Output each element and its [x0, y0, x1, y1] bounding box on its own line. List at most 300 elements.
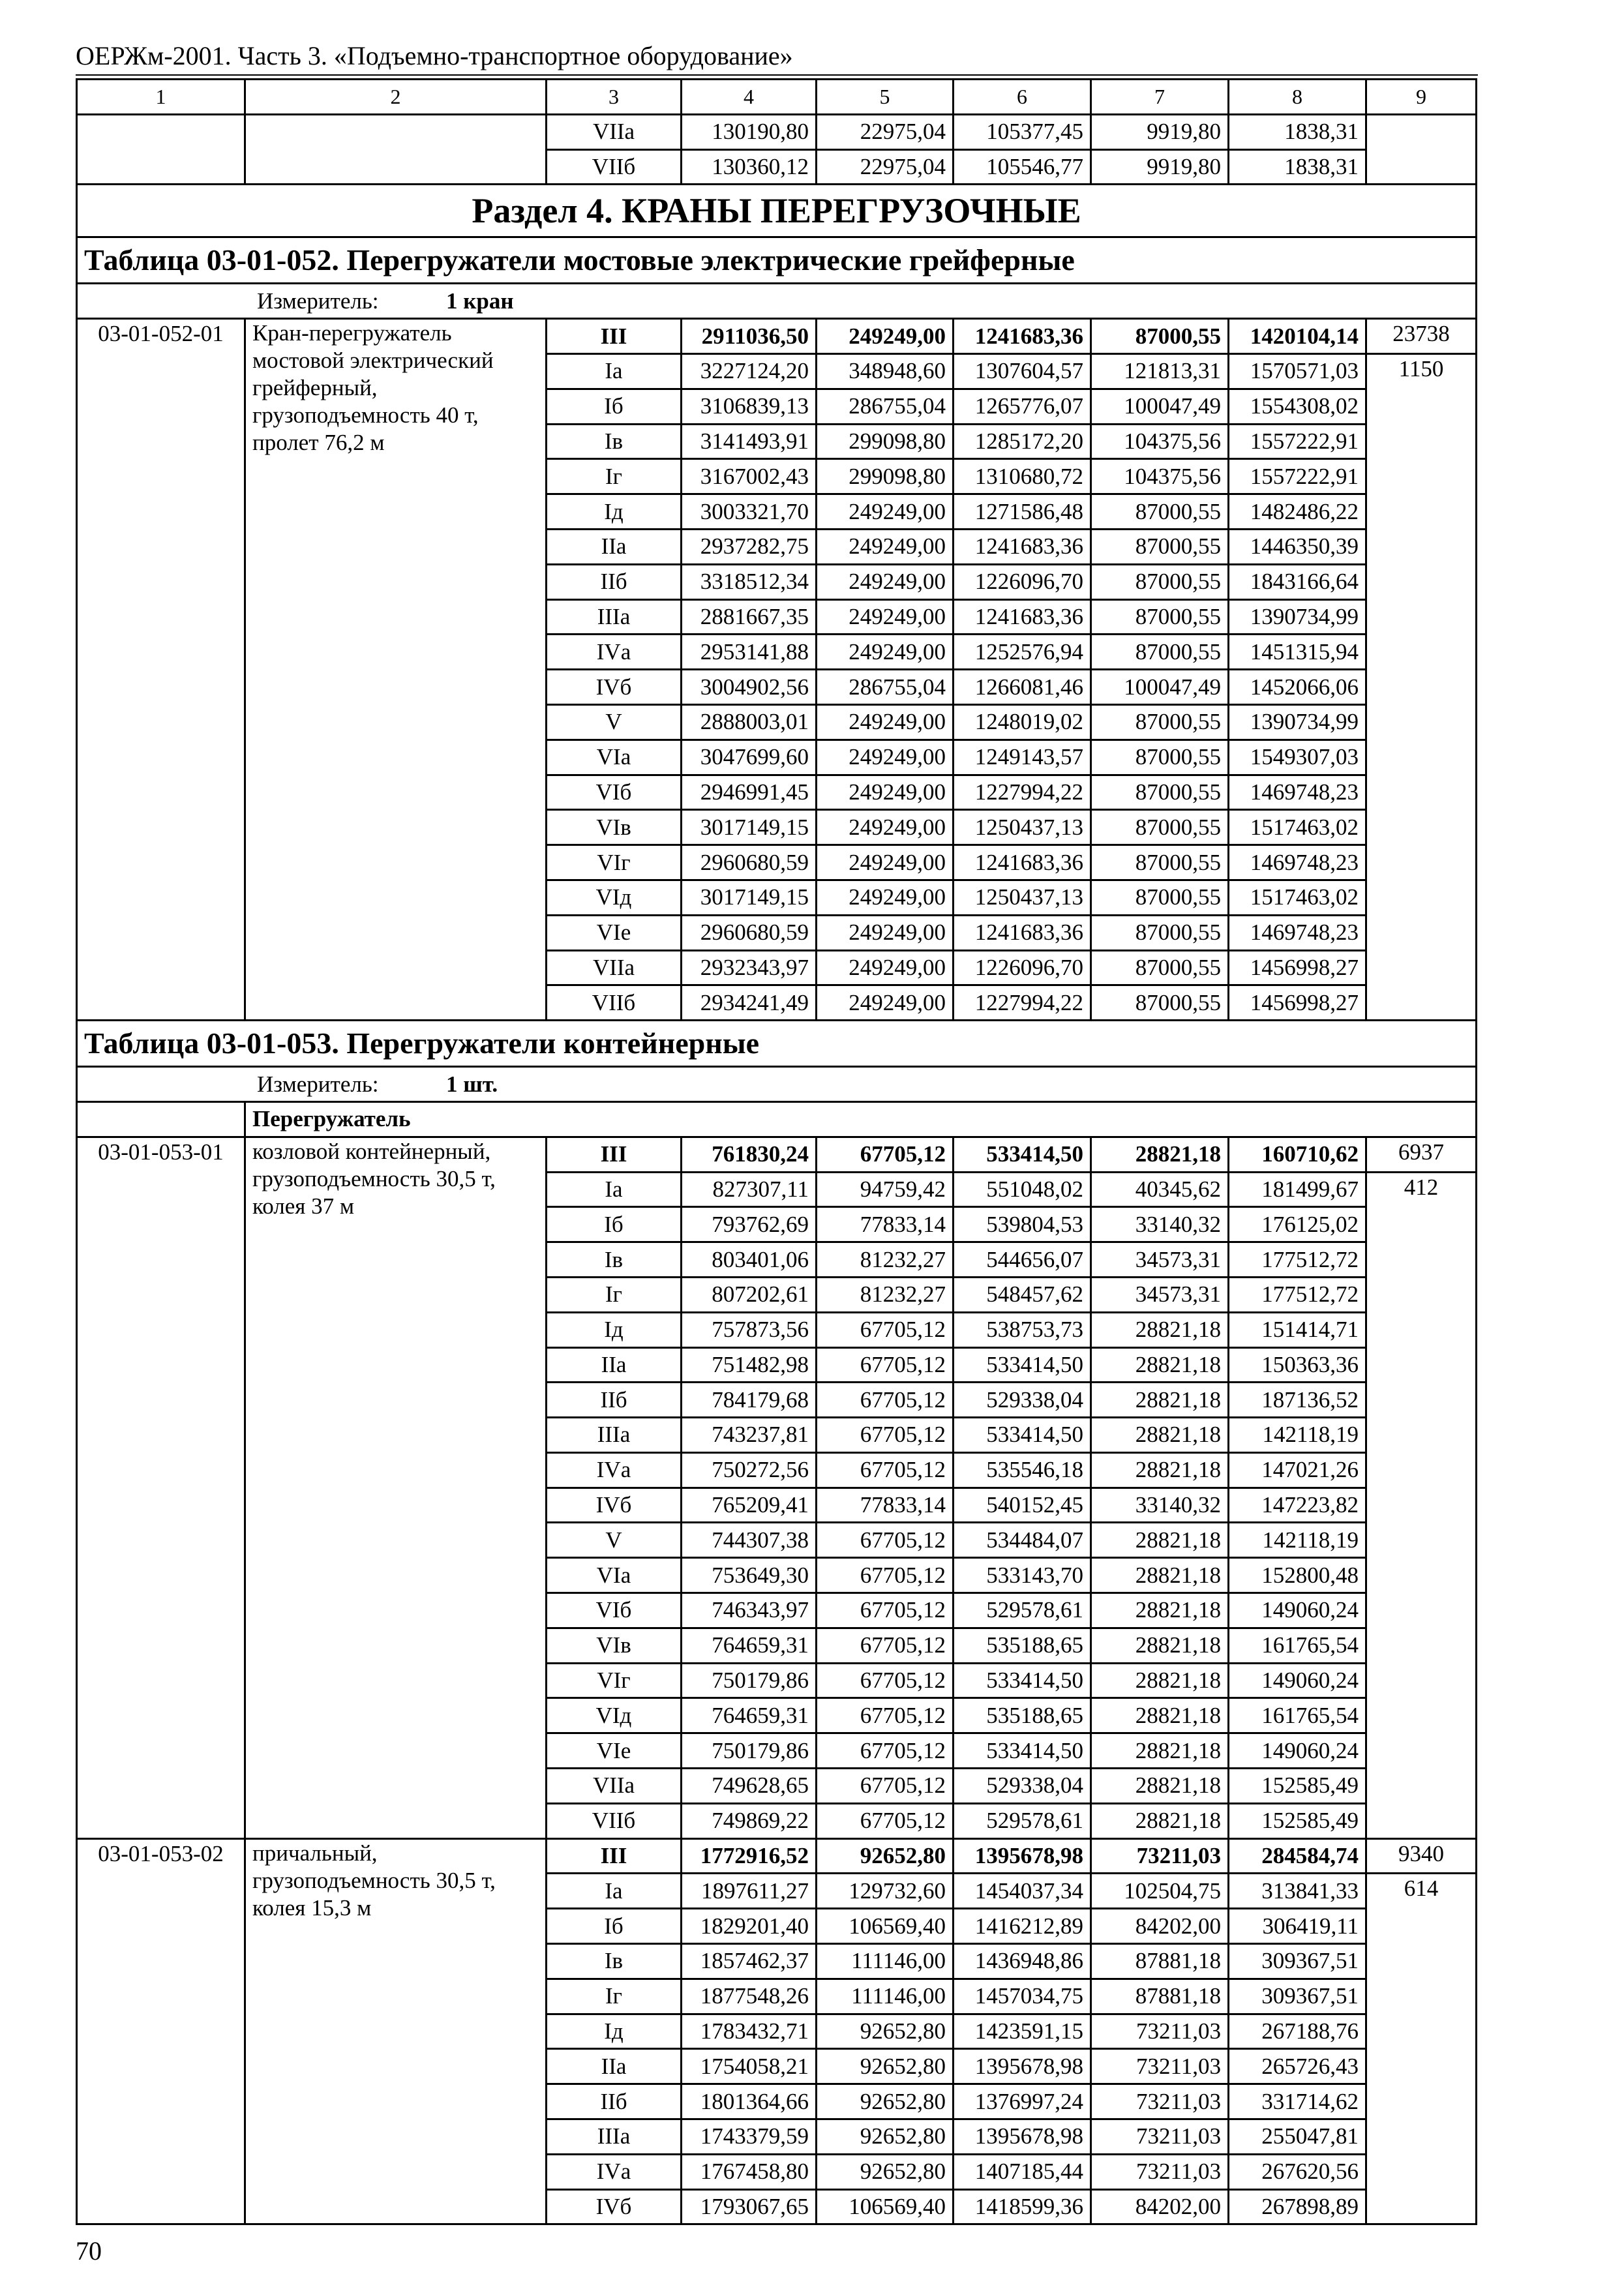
value-cell: 87000,55: [1091, 319, 1229, 354]
value-cell: 533414,50: [954, 1347, 1091, 1383]
value-cell: 87000,55: [1091, 564, 1229, 599]
column-number: 2: [245, 80, 547, 115]
value-cell: 249249,00: [817, 950, 954, 985]
value-cell: 94759,42: [817, 1172, 954, 1207]
variant-cell: VIIа: [547, 1769, 682, 1804]
value-cell: 1554308,02: [1229, 389, 1366, 424]
value-cell: 105546,77: [954, 149, 1091, 185]
value-cell: 111146,00: [817, 1944, 954, 1979]
value-cell: 2888003,01: [682, 704, 817, 740]
value-cell: 793762,69: [682, 1207, 817, 1242]
value-cell: 249249,00: [817, 845, 954, 880]
subheading-spacer: [77, 1101, 245, 1137]
value-cell: 28821,18: [1091, 1523, 1229, 1558]
value-cell: 1227994,22: [954, 985, 1091, 1021]
value-cell: 2960680,59: [682, 845, 817, 880]
value-cell: 267620,56: [1229, 2154, 1366, 2189]
value-cell: 92652,80: [817, 2154, 954, 2189]
value-cell: 249249,00: [817, 740, 954, 775]
value-cell: 1252576,94: [954, 635, 1091, 670]
value-cell: 1877548,26: [682, 1979, 817, 2014]
name-cell: [245, 114, 547, 185]
col9-cell: 6937: [1366, 1137, 1477, 1172]
value-cell: 551048,02: [954, 1172, 1091, 1207]
value-cell: 73211,03: [1091, 2014, 1229, 2049]
value-cell: 100047,49: [1091, 670, 1229, 705]
value-cell: 1241683,36: [954, 599, 1091, 635]
value-cell: 1767458,80: [682, 2154, 817, 2189]
variant-cell: IIа: [547, 2049, 682, 2084]
variant-cell: V: [547, 704, 682, 740]
value-cell: 1793067,65: [682, 2189, 817, 2224]
variant-cell: IVа: [547, 1452, 682, 1488]
value-cell: 750272,56: [682, 1452, 817, 1488]
value-cell: 1271586,48: [954, 494, 1091, 530]
value-cell: 67705,12: [817, 1418, 954, 1453]
table-row: [77, 319, 1477, 354]
name-cell: Кран-перегружатель мостовой электрический грейферный, грузоподъемность 40 т, пролет 76,2 м: [245, 319, 547, 1021]
value-cell: 750179,86: [682, 1663, 817, 1698]
value-cell: 1452066,06: [1229, 670, 1366, 705]
value-cell: 67705,12: [817, 1383, 954, 1418]
value-cell: 750179,86: [682, 1733, 817, 1769]
value-cell: 28821,18: [1091, 1452, 1229, 1488]
value-cell: 249249,00: [817, 635, 954, 670]
value-cell: 1469748,23: [1229, 915, 1366, 950]
value-cell: 104375,56: [1091, 459, 1229, 494]
value-cell: 3167002,43: [682, 459, 817, 494]
value-cell: 784179,68: [682, 1383, 817, 1418]
variant-cell: VIб: [547, 1593, 682, 1628]
value-cell: 87000,55: [1091, 950, 1229, 985]
value-cell: 744307,38: [682, 1523, 817, 1558]
subheading: Перегружатель: [245, 1101, 1477, 1137]
variant-cell: Iа: [547, 1874, 682, 1909]
value-cell: 3227124,20: [682, 353, 817, 389]
code-cell: 03-01-053-02: [77, 1838, 245, 2224]
document-header: ОЕРЖм-2001. Часть 3. «Подъемно-транспортное оборудование»: [76, 40, 1478, 76]
value-cell: 749869,22: [682, 1803, 817, 1838]
variant-cell: IVа: [547, 2154, 682, 2189]
value-cell: 1549307,03: [1229, 740, 1366, 775]
value-cell: 87000,55: [1091, 880, 1229, 915]
value-cell: 149060,24: [1229, 1593, 1366, 1628]
value-cell: 249249,00: [817, 985, 954, 1021]
value-cell: 249249,00: [817, 880, 954, 915]
value-cell: 249249,00: [817, 319, 954, 354]
value-cell: 1266081,46: [954, 670, 1091, 705]
value-cell: 1310680,72: [954, 459, 1091, 494]
value-cell: 142118,19: [1229, 1523, 1366, 1558]
value-cell: 87000,55: [1091, 915, 1229, 950]
measure-label: Измеритель:: [257, 1071, 379, 1097]
value-cell: 147223,82: [1229, 1488, 1366, 1523]
value-cell: 1482486,22: [1229, 494, 1366, 530]
variant-cell: IIа: [547, 1347, 682, 1383]
variant-cell: Iв: [547, 1242, 682, 1278]
value-cell: 67705,12: [817, 1698, 954, 1733]
value-cell: 309367,51: [1229, 1944, 1366, 1979]
value-cell: 749628,65: [682, 1769, 817, 1804]
value-cell: 34573,31: [1091, 1277, 1229, 1312]
value-cell: 313841,33: [1229, 1874, 1366, 1909]
value-cell: 81232,27: [817, 1242, 954, 1278]
value-cell: 533414,50: [954, 1663, 1091, 1698]
value-cell: 67705,12: [817, 1628, 954, 1663]
value-cell: 149060,24: [1229, 1663, 1366, 1698]
value-cell: 9919,80: [1091, 114, 1229, 149]
value-cell: 764659,31: [682, 1698, 817, 1733]
value-cell: 92652,80: [817, 2119, 954, 2155]
value-cell: 535188,65: [954, 1698, 1091, 1733]
value-cell: 92652,80: [817, 2084, 954, 2119]
value-cell: 807202,61: [682, 1277, 817, 1312]
value-cell: 1838,31: [1229, 149, 1366, 185]
value-cell: 1783432,71: [682, 2014, 817, 2049]
table-row: [77, 1838, 1477, 1874]
value-cell: 1390734,99: [1229, 599, 1366, 635]
value-cell: 1390734,99: [1229, 704, 1366, 740]
value-cell: 28821,18: [1091, 1418, 1229, 1453]
table-title-row: [77, 237, 1477, 284]
value-cell: 1416212,89: [954, 1909, 1091, 1944]
variant-cell: Iг: [547, 459, 682, 494]
value-cell: 1557222,91: [1229, 459, 1366, 494]
variant-cell: VIг: [547, 845, 682, 880]
value-cell: 267188,76: [1229, 2014, 1366, 2049]
variant-cell: Iб: [547, 1207, 682, 1242]
col9-cell: [1366, 114, 1477, 185]
value-cell: 761830,24: [682, 1137, 817, 1172]
value-cell: 535188,65: [954, 1628, 1091, 1663]
value-cell: 529338,04: [954, 1769, 1091, 1804]
value-cell: 33140,32: [1091, 1207, 1229, 1242]
value-cell: 1454037,34: [954, 1874, 1091, 1909]
name-cell: причальный, грузоподъемность 30,5 т, колея 15,3 м: [245, 1838, 547, 2224]
value-cell: 1249143,57: [954, 740, 1091, 775]
variant-cell: III: [547, 319, 682, 354]
value-cell: 1423591,15: [954, 2014, 1091, 2049]
variant-cell: Iа: [547, 353, 682, 389]
value-cell: 92652,80: [817, 2014, 954, 2049]
section-title: Раздел 4. КРАНЫ ПЕРЕГРУЗОЧНЫЕ: [77, 185, 1477, 237]
value-cell: 9919,80: [1091, 149, 1229, 185]
value-cell: 1829201,40: [682, 1909, 817, 1944]
column-number: 8: [1229, 80, 1366, 115]
value-cell: 1843166,64: [1229, 564, 1366, 599]
value-cell: 67705,12: [817, 1137, 954, 1172]
variant-cell: IIб: [547, 2084, 682, 2119]
value-cell: 348948,60: [817, 353, 954, 389]
value-cell: 2932343,97: [682, 950, 817, 985]
value-cell: 2934241,49: [682, 985, 817, 1021]
variant-cell: VIд: [547, 1698, 682, 1733]
value-cell: 67705,12: [817, 1769, 954, 1804]
col9-cell: 614: [1366, 1874, 1477, 2224]
value-cell: 2960680,59: [682, 915, 817, 950]
value-cell: 177512,72: [1229, 1277, 1366, 1312]
variant-cell: VIд: [547, 880, 682, 915]
value-cell: 67705,12: [817, 1593, 954, 1628]
table-row: [77, 1137, 1477, 1172]
value-cell: 331714,62: [1229, 2084, 1366, 2119]
value-cell: 299098,80: [817, 424, 954, 459]
variant-cell: IVа: [547, 635, 682, 670]
value-cell: 130190,80: [682, 114, 817, 149]
value-cell: 1395678,98: [954, 1838, 1091, 1874]
value-cell: 2911036,50: [682, 319, 817, 354]
value-cell: 1226096,70: [954, 564, 1091, 599]
variant-cell: III: [547, 1838, 682, 1874]
value-cell: 87000,55: [1091, 810, 1229, 845]
value-cell: 2953141,88: [682, 635, 817, 670]
value-cell: 765209,41: [682, 1488, 817, 1523]
value-cell: 1248019,02: [954, 704, 1091, 740]
value-cell: 529578,61: [954, 1593, 1091, 1628]
value-cell: 152585,49: [1229, 1803, 1366, 1838]
column-number: 3: [547, 80, 682, 115]
section-title-row: [77, 185, 1477, 237]
variant-cell: VIIа: [547, 114, 682, 149]
variant-cell: Iа: [547, 1172, 682, 1207]
value-cell: 1265776,07: [954, 389, 1091, 424]
value-cell: 1250437,13: [954, 810, 1091, 845]
value-cell: 3318512,34: [682, 564, 817, 599]
value-cell: 249249,00: [817, 915, 954, 950]
value-cell: 1285172,20: [954, 424, 1091, 459]
value-cell: 22975,04: [817, 114, 954, 149]
value-cell: 147021,26: [1229, 1452, 1366, 1488]
variant-cell: Iд: [547, 1312, 682, 1347]
variant-cell: VIIб: [547, 1803, 682, 1838]
value-cell: 3106839,13: [682, 389, 817, 424]
value-cell: 764659,31: [682, 1628, 817, 1663]
variant-cell: IVб: [547, 2189, 682, 2224]
page-number: 70: [76, 2236, 102, 2266]
value-cell: 1772916,52: [682, 1838, 817, 1874]
value-cell: 249249,00: [817, 810, 954, 845]
variant-cell: VIIб: [547, 985, 682, 1021]
value-cell: 1307604,57: [954, 353, 1091, 389]
value-cell: 151414,71: [1229, 1312, 1366, 1347]
value-cell: 1801364,66: [682, 2084, 817, 2119]
value-cell: 1754058,21: [682, 2049, 817, 2084]
value-cell: 1457034,75: [954, 1979, 1091, 2014]
value-cell: 28821,18: [1091, 1383, 1229, 1418]
value-cell: 160710,62: [1229, 1137, 1366, 1172]
value-cell: 67705,12: [817, 1558, 954, 1593]
value-cell: 544656,07: [954, 1242, 1091, 1278]
variant-cell: VIг: [547, 1663, 682, 1698]
value-cell: 28821,18: [1091, 1558, 1229, 1593]
col9-cell: 1150: [1366, 353, 1477, 1020]
value-cell: 87000,55: [1091, 775, 1229, 810]
variant-cell: VIе: [547, 915, 682, 950]
value-cell: 309367,51: [1229, 1979, 1366, 2014]
value-cell: 255047,81: [1229, 2119, 1366, 2155]
value-cell: 130360,12: [682, 149, 817, 185]
value-cell: 2881667,35: [682, 599, 817, 635]
value-cell: 152585,49: [1229, 1769, 1366, 1804]
value-cell: 106569,40: [817, 1909, 954, 1944]
value-cell: 22975,04: [817, 149, 954, 185]
value-cell: 249249,00: [817, 494, 954, 530]
variant-cell: Iг: [547, 1979, 682, 2014]
value-cell: 73211,03: [1091, 2049, 1229, 2084]
measure-cell: [77, 1067, 1477, 1102]
subheading-row: [77, 1101, 1477, 1137]
value-cell: 28821,18: [1091, 1312, 1229, 1347]
value-cell: 84202,00: [1091, 2189, 1229, 2224]
value-cell: 3003321,70: [682, 494, 817, 530]
measure-value: 1 кран: [446, 288, 514, 314]
variant-cell: VIв: [547, 810, 682, 845]
value-cell: 34573,31: [1091, 1242, 1229, 1278]
variant-cell: IIб: [547, 1383, 682, 1418]
value-cell: 100047,49: [1091, 389, 1229, 424]
value-cell: 548457,62: [954, 1277, 1091, 1312]
value-cell: 1517463,02: [1229, 880, 1366, 915]
value-cell: 1446350,39: [1229, 529, 1366, 564]
value-cell: 306419,11: [1229, 1909, 1366, 1944]
value-cell: 2937282,75: [682, 529, 817, 564]
col9-cell: 23738: [1366, 319, 1477, 354]
value-cell: 3047699,60: [682, 740, 817, 775]
value-cell: 1395678,98: [954, 2119, 1091, 2155]
value-cell: 746343,97: [682, 1593, 817, 1628]
value-cell: 87000,55: [1091, 599, 1229, 635]
value-cell: 3004902,56: [682, 670, 817, 705]
value-cell: 150363,36: [1229, 1347, 1366, 1383]
measure-value: 1 шт.: [446, 1071, 498, 1097]
value-cell: 1376997,24: [954, 2084, 1091, 2119]
table-title: Таблица 03-01-052. Перегружатели мостовые электрические грейферные: [77, 237, 1477, 284]
column-number: 1: [77, 80, 245, 115]
value-cell: 533414,50: [954, 1733, 1091, 1769]
variant-cell: Iб: [547, 389, 682, 424]
column-number: 9: [1366, 80, 1477, 115]
value-cell: 3017149,15: [682, 810, 817, 845]
value-cell: 92652,80: [817, 1838, 954, 1874]
measure-label: Измеритель:: [257, 288, 379, 314]
code-cell: [77, 114, 245, 185]
value-cell: 87881,18: [1091, 1979, 1229, 2014]
value-cell: 73211,03: [1091, 2084, 1229, 2119]
value-cell: 67705,12: [817, 1803, 954, 1838]
value-cell: 187136,52: [1229, 1383, 1366, 1418]
variant-cell: VIв: [547, 1628, 682, 1663]
value-cell: 1241683,36: [954, 529, 1091, 564]
variant-cell: Iд: [547, 494, 682, 530]
value-cell: 92652,80: [817, 2049, 954, 2084]
column-numbers-row: [77, 80, 1477, 115]
value-cell: 1250437,13: [954, 880, 1091, 915]
value-cell: 1838,31: [1229, 114, 1366, 149]
value-cell: 28821,18: [1091, 1733, 1229, 1769]
value-cell: 129732,60: [817, 1874, 954, 1909]
variant-cell: IIIа: [547, 2119, 682, 2155]
value-cell: 176125,02: [1229, 1207, 1366, 1242]
variant-cell: VIе: [547, 1733, 682, 1769]
value-cell: 533414,50: [954, 1137, 1091, 1172]
value-cell: 265726,43: [1229, 2049, 1366, 2084]
value-cell: 249249,00: [817, 704, 954, 740]
value-cell: 3141493,91: [682, 424, 817, 459]
value-cell: 803401,06: [682, 1242, 817, 1278]
measure-row: [77, 284, 1477, 319]
value-cell: 1420104,14: [1229, 319, 1366, 354]
variant-cell: VIа: [547, 1558, 682, 1593]
value-cell: 1456998,27: [1229, 985, 1366, 1021]
table-title: Таблица 03-01-053. Перегружатели контейнерные: [77, 1021, 1477, 1067]
table-row: [77, 114, 1477, 149]
value-cell: 73211,03: [1091, 2119, 1229, 2155]
value-cell: 1407185,44: [954, 2154, 1091, 2189]
value-cell: 1570571,03: [1229, 353, 1366, 389]
value-cell: 67705,12: [817, 1733, 954, 1769]
table-title-row: [77, 1021, 1477, 1067]
value-cell: 28821,18: [1091, 1769, 1229, 1804]
variant-cell: IVб: [547, 1488, 682, 1523]
value-cell: 67705,12: [817, 1452, 954, 1488]
value-cell: 142118,19: [1229, 1418, 1366, 1453]
variant-cell: VIа: [547, 740, 682, 775]
value-cell: 67705,12: [817, 1523, 954, 1558]
variant-cell: IIIа: [547, 599, 682, 635]
value-cell: 84202,00: [1091, 1909, 1229, 1944]
value-cell: 77833,14: [817, 1207, 954, 1242]
value-cell: 161765,54: [1229, 1628, 1366, 1663]
variant-cell: IVб: [547, 670, 682, 705]
variant-cell: IIб: [547, 564, 682, 599]
value-cell: 1469748,23: [1229, 845, 1366, 880]
value-cell: 106569,40: [817, 2189, 954, 2224]
value-cell: 286755,04: [817, 670, 954, 705]
value-cell: 751482,98: [682, 1347, 817, 1383]
measure-row: [77, 1067, 1477, 1102]
value-cell: 535546,18: [954, 1452, 1091, 1488]
value-cell: 111146,00: [817, 1979, 954, 2014]
value-cell: 28821,18: [1091, 1698, 1229, 1733]
value-cell: 1227994,22: [954, 775, 1091, 810]
variant-cell: IIIа: [547, 1418, 682, 1453]
value-cell: 28821,18: [1091, 1628, 1229, 1663]
value-cell: 249249,00: [817, 529, 954, 564]
value-cell: 1517463,02: [1229, 810, 1366, 845]
value-cell: 181499,67: [1229, 1172, 1366, 1207]
variant-cell: IIа: [547, 529, 682, 564]
value-cell: 249249,00: [817, 599, 954, 635]
variant-cell: VIб: [547, 775, 682, 810]
value-cell: 104375,56: [1091, 424, 1229, 459]
column-number: 7: [1091, 80, 1229, 115]
price-table: [76, 78, 1477, 2225]
value-cell: 28821,18: [1091, 1593, 1229, 1628]
value-cell: 1395678,98: [954, 2049, 1091, 2084]
variant-cell: Iд: [547, 2014, 682, 2049]
value-cell: 33140,32: [1091, 1488, 1229, 1523]
column-number: 5: [817, 80, 954, 115]
value-cell: 149060,24: [1229, 1733, 1366, 1769]
value-cell: 121813,31: [1091, 353, 1229, 389]
value-cell: 87000,55: [1091, 494, 1229, 530]
value-cell: 161765,54: [1229, 1698, 1366, 1733]
column-number: 6: [954, 80, 1091, 115]
value-cell: 1456998,27: [1229, 950, 1366, 985]
name-cell: козловой контейнерный, грузоподъемность 30,5 т, колея 37 м: [245, 1137, 547, 1838]
value-cell: 87000,55: [1091, 845, 1229, 880]
value-cell: 540152,45: [954, 1488, 1091, 1523]
